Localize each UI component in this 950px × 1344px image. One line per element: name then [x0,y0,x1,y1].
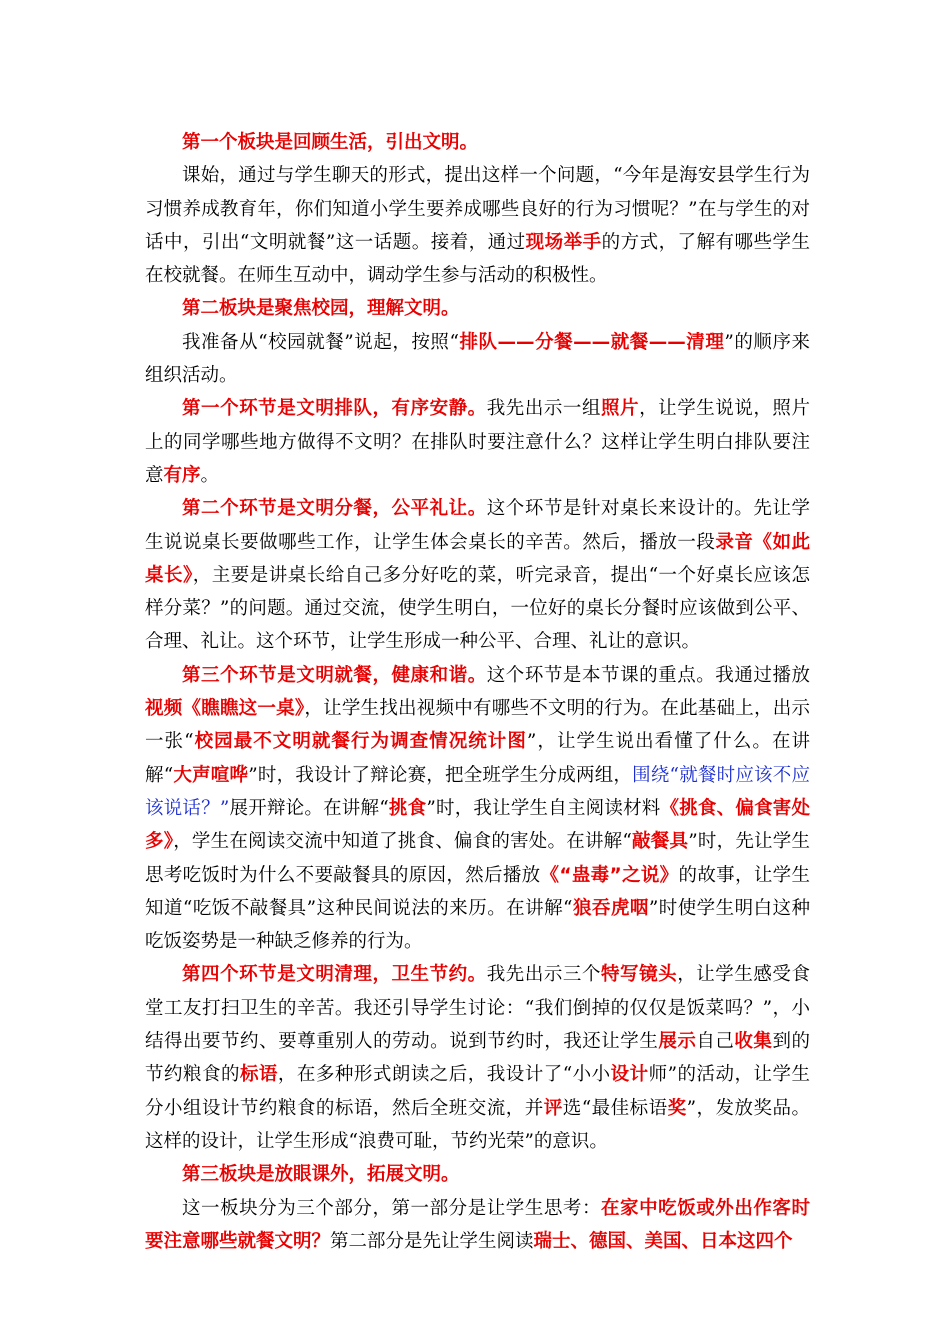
highlight: 在家中吃饭或外出作客时要注意哪些就餐文明？ [145,1197,810,1252]
highlight: 大声喧哗 [173,764,249,786]
text: ”，发放奖品。这样的设计，让学生形成“浪费可耻，节约光荣”的意识。 [145,1097,810,1152]
highlight: 标语 [239,1064,278,1086]
step-heading: 第三个环节是文明就餐，健康和谐。 [182,664,487,686]
highlight: 特写镜头 [601,964,678,986]
step-heading: 第二个环节是文明分餐，公平礼让。 [182,498,487,520]
highlight: 视频《瞧瞧这一桌》 [145,698,305,720]
text: ”时使学生明白这种吃饭姿势是一种缺乏修养的行为。 [145,897,810,953]
paragraph-step-4 [145,958,810,1158]
paragraph-order [145,326,810,393]
text: ”时，我让学生自主阅读材料 [426,797,661,819]
paragraph-extension [145,1192,810,1259]
highlight: 现场举手 [525,231,602,253]
highlight: 收集 [734,1031,773,1053]
text: 我先出示一组 [486,398,602,420]
highlight: 挑食 [388,797,427,819]
text: 课始，通过与学生聊天的形式，提出这样一个问题，“今年是海安县学生行为习惯养成教育年，你们知道小学生要养成哪些良好的行为习惯呢？”在与学生的对话中，引出“文明就餐”这一话题。接着，通过 [145,165,810,253]
highlight: 校园最不文明就餐行为调查情况统计图 [193,731,527,753]
step-heading: 第四个环节是文明清理，卫生节约。 [182,964,487,986]
text: 这一板块分为三个部分，第一部分是让学生思考： [182,1197,602,1219]
heading-text: 第一个板块是回顾生活，引出文明。 [182,132,479,153]
text: 自己 [696,1031,735,1053]
text: ，让学生找出视频中有哪些不文明的行为。在此基础上，出示一张“ [145,698,810,753]
highlight: 照片 [601,398,640,420]
text: ，学生在阅读交流中知道了挑食、偏食的害处。在讲解“ [173,831,632,853]
blue-highlight: 围绕“就餐时应该不应该说话？” [145,764,810,819]
text: 选“最佳标语 [562,1097,668,1119]
text: 展开辩论。在讲解“ [229,797,389,819]
highlight: 展示 [658,1031,697,1053]
highlight: 狼吞虎咽 [572,897,649,919]
highlight: 《挑食、偏食害处多》 [145,797,810,853]
text: ，主要是讲桌长给自己多分好吃的菜，听完录音，提出“一个好桌长应该怎样分菜？”的问题。通过交流，使学生明白，一位好的桌长分餐时应该做到公平、合理、礼让。这个环节，让学生形成一种公平、合理、礼让的意识。 [145,564,810,653]
text: 。 [200,464,220,486]
text: ”的顺序来组织活动。 [145,331,810,387]
text: ，让学生感受食堂工友打扫卫生的辛苦。我还引导学生讨论：“我们倒掉的仅仅是饭菜吗？”，小结得出要节约、要尊重别人的劳动。说到节约时，我还让学生 [145,964,810,1053]
text: 师”的活动，让学生分小组设计节约粮食的标语，然后全班交流，并 [145,1064,810,1119]
text: ”，让学生说出看懂了什么。在讲解“ [145,731,810,786]
paragraph-step-2 [145,492,810,658]
text: 我准备从“校园就餐”说起，按照“ [182,331,459,353]
text: ”时，先让学生思考吃饭时为什么不要敲餐具的原因，然后播放 [145,831,810,886]
text: ，在多种形式朗读之后，我设计了“小小 [277,1064,611,1086]
step-heading: 第一个环节是文明排队，有序安静。 [182,398,487,420]
highlight: 评 [543,1097,563,1119]
text: 的方式，了解有哪些学生在校就餐。在师生互动中，调动学生参与活动的积极性。 [145,231,810,287]
highlight: 排队——分餐——就餐——清理 [458,331,725,353]
highlight: 敲餐具 [631,831,689,853]
highlight: 奖 [667,1097,687,1119]
text: 到的节约粮食的 [145,1031,810,1086]
text: 的故事，让学生知道“吃饭不敲餐具”这种民间说法的来历。在讲解“ [145,864,810,919]
highlight: 设计 [610,1064,649,1086]
highlight: 《“蛊毒”之说》 [540,864,679,886]
section-heading-2 [145,292,810,325]
highlight: 录音《如此桌长》 [145,531,810,586]
text: 这个环节是本节课的重点。我通过播放 [486,664,810,686]
text: 这个环节是针对桌长来设计的。先让学生说说桌长要做哪些工作，让学生体会桌长的辛苦。然后，播放一段 [145,498,810,553]
text: ，让学生说说，照片上的同学哪些地方做得不文明？在排队时要注意什么？这样让学生明白排队要注意 [145,398,810,486]
highlight: 瑞士、德国、美国、日本这四个 [533,1230,793,1252]
text: 第二部分是先让学生阅读 [330,1230,534,1252]
paragraph-step-3 [145,659,810,959]
document-page [145,126,810,1258]
section-heading-1 [145,126,810,159]
text: ”时，我设计了辩论赛，把全班学生分成两组， [248,764,633,786]
paragraph-step-1 [145,392,810,492]
heading-text: 第二板块是聚焦校园，理解文明。 [182,298,460,320]
highlight: 有序 [163,464,201,486]
section-heading-3 [145,1158,810,1191]
heading-text: 第三板块是放眼课外，拓展文明。 [182,1164,460,1186]
text: 我先出示三个 [486,964,602,986]
paragraph-intro [145,159,810,292]
